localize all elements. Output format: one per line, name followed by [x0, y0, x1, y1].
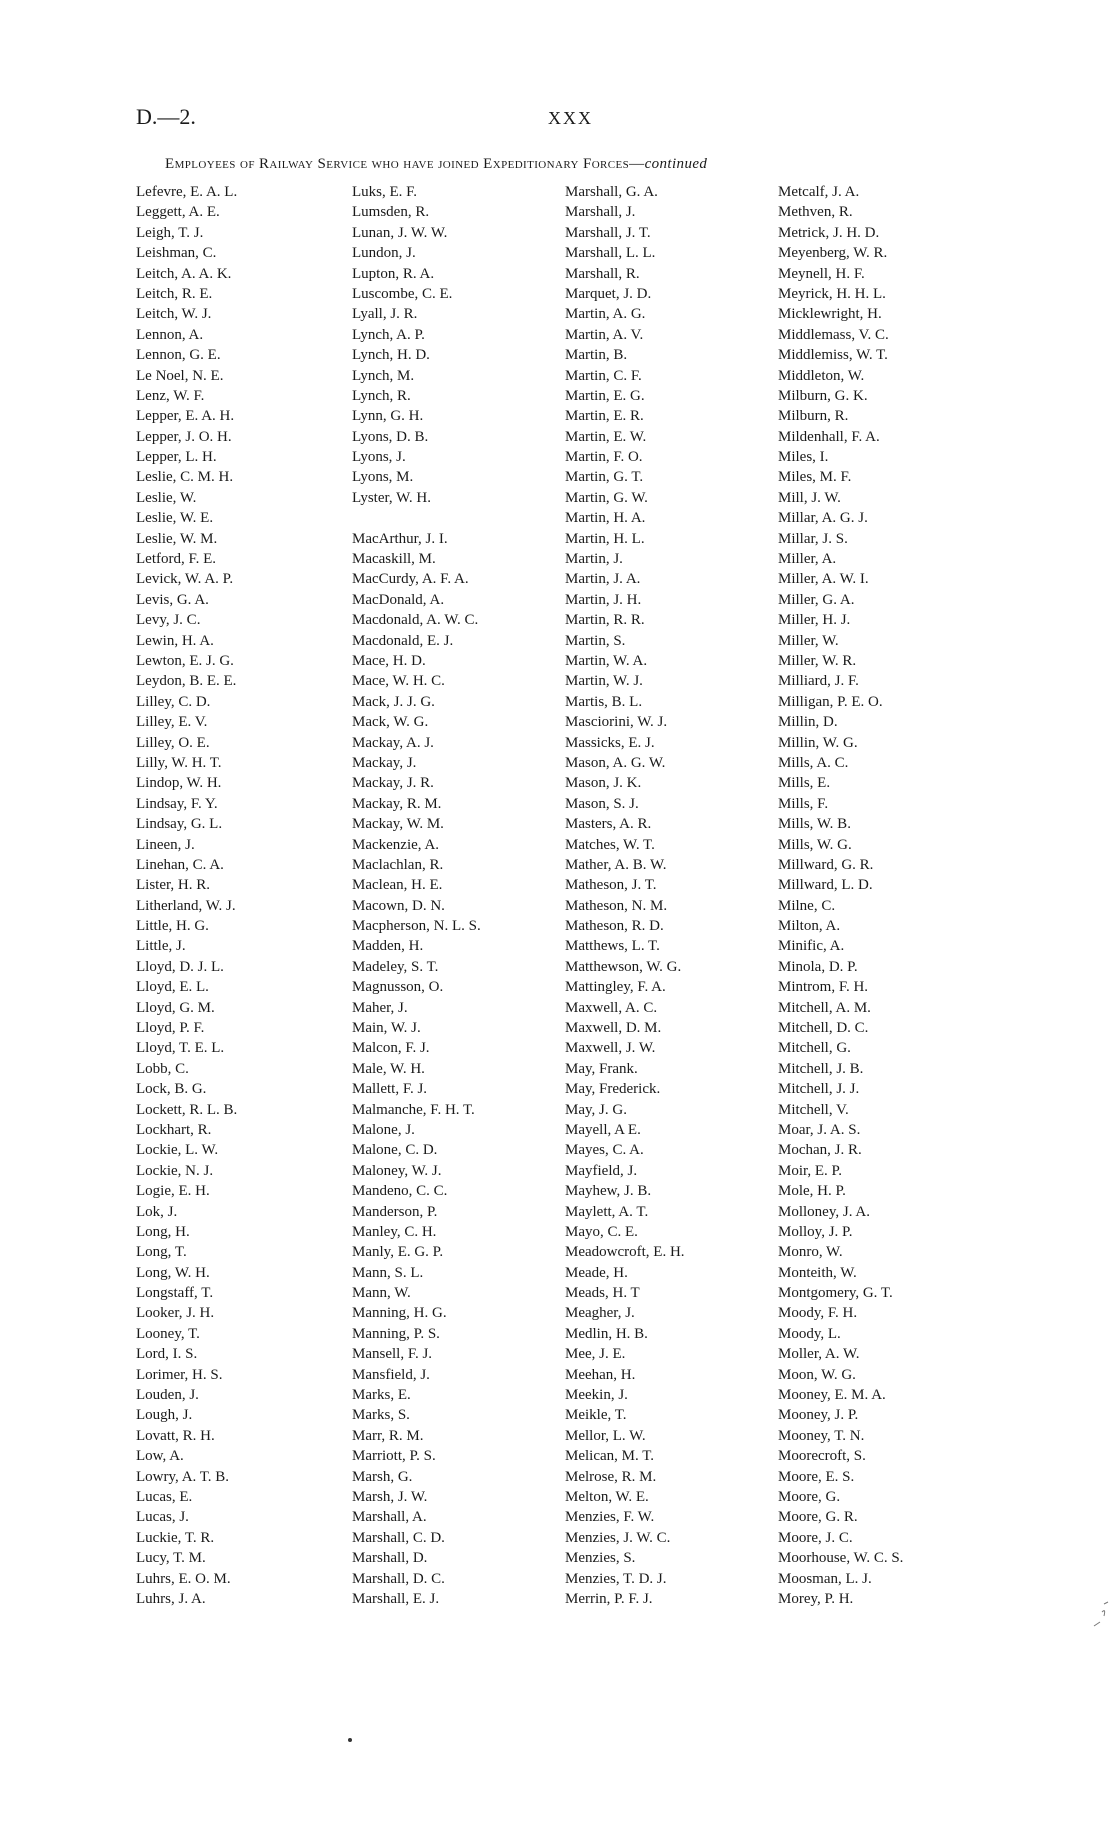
list-item: Linehan, C. A. [136, 856, 224, 873]
list-item: Martin, H. L. [565, 530, 645, 547]
list-item: Leslie, W. M. [136, 530, 218, 547]
list-item: Lucas, J. [136, 1509, 189, 1526]
list-item: Mitchell, J. B. [778, 1060, 864, 1077]
list-item: Martin, F. O. [565, 449, 643, 466]
list-item: Lloyd, G. M. [136, 999, 215, 1016]
list-item [352, 508, 562, 528]
list-item: Lepper, L. H. [136, 449, 217, 466]
list-item: Martin, J. A. [565, 571, 641, 588]
list-item: Lindsay, F. Y. [136, 795, 218, 812]
list-item: Madden, H. [352, 938, 424, 955]
list-item: Milburn, R. [778, 408, 849, 425]
list-item: MacCurdy, A. F. A. [352, 571, 469, 588]
name-column-4 [778, 182, 988, 1609]
list-item: Long, T. [136, 1244, 187, 1261]
list-item: Lockie, N. J. [136, 1162, 214, 1179]
list-item: Leslie, C. M. H. [136, 469, 234, 486]
list-item: Macown, D. N. [352, 897, 445, 914]
list-item: Mackenzie, A. [352, 836, 440, 853]
list-item: Mayo, C. E. [565, 1223, 638, 1240]
list-item: Maxwell, A. C. [565, 999, 658, 1016]
list-item: Morey, P. H. [778, 1590, 854, 1607]
list-item: Matthews, L. T. [565, 938, 660, 955]
list-item: Middlemass, V. C. [778, 326, 889, 343]
list-item: Mack, W. G. [352, 714, 429, 731]
list-item: Mills, W. G. [778, 836, 852, 853]
list-item: Lumsden, R. [352, 204, 430, 221]
list-item: Lovatt, R. H. [136, 1427, 215, 1444]
list-item: Matthewson, W. G. [565, 958, 682, 975]
list-item: Mallett, F. J. [352, 1081, 428, 1098]
list-item: Martin, G. T. [565, 469, 644, 486]
list-item: Leishman, C. [136, 245, 217, 262]
list-item: Manderson, P. [352, 1203, 438, 1220]
list-item: Lorimer, H. S. [136, 1366, 223, 1383]
list-item: Leslie, W. [136, 489, 197, 506]
list-item: Mooney, E. M. A. [778, 1387, 886, 1404]
list-item: Lyster, W. H. [352, 489, 431, 506]
list-item: Marr, R. M. [352, 1427, 424, 1444]
list-item: Methven, R. [778, 204, 853, 221]
list-item: Mintrom, F. H. [778, 979, 869, 996]
list-item: Leigh, T. J. [136, 224, 204, 241]
list-item: Moore, J. C. [778, 1529, 853, 1546]
list-item: Mills, F. [778, 795, 829, 812]
list-item: Lennon, G. E. [136, 347, 221, 364]
list-item: Millar, J. S. [778, 530, 848, 547]
list-item: Marquet, J. D. [565, 285, 652, 302]
list-item: Lockett, R. L. B. [136, 1101, 238, 1118]
name-column-2 [352, 182, 562, 1609]
list-item: MacDonald, A. [352, 591, 445, 608]
list-item: Lineen, J. [136, 836, 195, 853]
list-item: Mather, A. B. W. [565, 856, 667, 873]
list-item: Lister, H. R. [136, 877, 210, 894]
list-item: Meynell, H. F. [778, 265, 865, 282]
list-item: Maclean, H. E. [352, 877, 443, 894]
list-item: Lock, B. G. [136, 1081, 207, 1098]
list-item: Moar, J. A. S. [778, 1121, 861, 1138]
list-item: Martin, H. A. [565, 510, 646, 527]
list-item: Lloyd, T. E. L. [136, 1040, 225, 1057]
list-item: Mayell, A E. [565, 1121, 641, 1138]
list-item: Lewin, H. A. [136, 632, 214, 649]
list-item: Montgomery, G. T. [778, 1285, 893, 1302]
list-item: Malcon, F. J. [352, 1040, 430, 1057]
list-item: Moody, F. H. [778, 1305, 858, 1322]
list-item: Mace, H. D. [352, 652, 426, 669]
list-item: Martin, S. [565, 632, 626, 649]
list-item: MacArthur, J. I. [352, 530, 448, 547]
list-item: Lepper, E. A. H. [136, 408, 235, 425]
list-item: Meekin, J. [565, 1387, 628, 1404]
list-item: Lockie, L. W. [136, 1142, 219, 1159]
list-item: Maher, J. [352, 999, 408, 1016]
list-item: Miller, A. [778, 551, 837, 568]
list-item: Marshall, C. D. [352, 1529, 445, 1546]
list-item: Mason, J. K. [565, 775, 642, 792]
list-item: Milligan, P. E. O. [778, 693, 883, 710]
list-item: Mandeno, C. C. [352, 1183, 448, 1200]
list-item: Magnusson, O. [352, 979, 444, 996]
list-item: Little, J. [136, 938, 186, 955]
list-item: Mitchell, J. J. [778, 1081, 860, 1098]
list-item: Milliard, J. F. [778, 673, 859, 690]
list-item: Mills, W. B. [778, 816, 851, 833]
list-item: Millward, G. R. [778, 856, 874, 873]
list-item: Moon, W. G. [778, 1366, 856, 1383]
list-item: Little, H. G. [136, 918, 209, 935]
list-item: Meehan, H. [565, 1366, 636, 1383]
list-item: Miles, I. [778, 449, 829, 466]
list-item: Mooney, J. P. [778, 1407, 859, 1424]
list-item: Lyons, J. [352, 449, 406, 466]
list-item: Mayfield, J. [565, 1162, 638, 1179]
list-item: Manning, H. G. [352, 1305, 447, 1322]
list-item: Marshall, D. [352, 1550, 428, 1567]
list-item: Lilley, C. D. [136, 693, 211, 710]
list-item: Lynch, M. [352, 367, 415, 384]
list-item: Mack, J. J. G. [352, 693, 435, 710]
list-item: Leitch, W. J. [136, 306, 212, 323]
list-item: Macaskill, M. [352, 551, 436, 568]
list-item: Lefevre, E. A. L. [136, 184, 238, 200]
list-item: Manly, E. G. P. [352, 1244, 444, 1261]
list-item: Lobb, C. [136, 1060, 189, 1077]
list-item: Martis, B. L. [565, 693, 643, 710]
list-item: Malone, J. [352, 1121, 415, 1138]
list-item: Lilley, O. E. [136, 734, 210, 751]
list-item: Lynch, H. D. [352, 347, 430, 364]
list-item: Martin, E. W. [565, 428, 647, 445]
list-item: Madeley, S. T. [352, 958, 439, 975]
list-item: Lucy, T. M. [136, 1550, 206, 1567]
list-item: Matches, W. T. [565, 836, 655, 853]
list-item: Milne, C. [778, 897, 836, 914]
list-item: Mansell, F. J. [352, 1346, 433, 1363]
list-item: Masciorini, W. J. [565, 714, 668, 731]
list-item: Lepper, J. O. H. [136, 428, 232, 445]
list-item: Long, W. H. [136, 1264, 210, 1281]
list-item: Marshall, E. J. [352, 1590, 440, 1607]
list-item: Lloyd, D. J. L. [136, 958, 224, 975]
list-item: Letford, F. E. [136, 551, 217, 568]
list-item: Luks, E. F. [352, 184, 418, 200]
list-item: Marsh, G. [352, 1468, 413, 1485]
list-item: Mitchell, G. [778, 1040, 851, 1057]
list-item: Martin, J. H. [565, 591, 642, 608]
list-item: Maloney, W. J. [352, 1162, 442, 1179]
list-item: Mackay, W. M. [352, 816, 444, 833]
list-item: Mills, A. C. [778, 754, 849, 771]
list-item: Lloyd, P. F. [136, 1020, 205, 1037]
list-item: Marshall, J. T. [565, 224, 651, 241]
list-item: Marriott, P. S. [352, 1448, 436, 1465]
list-item: Metcalf, J. A. [778, 184, 860, 200]
list-item: Millward, L. D. [778, 877, 873, 894]
list-item: Lyons, D. B. [352, 428, 429, 445]
list-item: Manning, P. S. [352, 1325, 440, 1342]
list-item: Mayhew, J. B. [565, 1183, 652, 1200]
list-item: Lunan, J. W. W. [352, 224, 448, 241]
list-item: Miller, A. W. I. [778, 571, 869, 588]
list-item: Mann, S. L. [352, 1264, 424, 1281]
list-item: Meagher, J. [565, 1305, 635, 1322]
list-item: Mackay, J. [352, 754, 417, 771]
list-item: Macpherson, N. L. S. [352, 918, 481, 935]
list-item: Mochan, J. R. [778, 1142, 862, 1159]
list-item: Martin, W. A. [565, 652, 648, 669]
list-item: Miller, W. R. [778, 652, 857, 669]
list-item: Martin, E. G. [565, 387, 645, 404]
list-item: Mackay, R. M. [352, 795, 442, 812]
list-item: Menzies, F. W. [565, 1509, 655, 1526]
list-item: Moore, E. S. [778, 1468, 855, 1485]
list-item: Meads, H. T [565, 1285, 640, 1302]
list-item: Mitchell, A. M. [778, 999, 871, 1016]
name-column-3 [565, 182, 775, 1609]
list-item: Marshall, D. C. [352, 1570, 445, 1587]
list-item: Mellor, L. W. [565, 1427, 646, 1444]
list-item: Masters, A. R. [565, 816, 652, 833]
list-item: Micklewright, H. [778, 306, 882, 323]
list-item: Mackay, A. J. [352, 734, 434, 751]
list-item: Lynn, G. H. [352, 408, 424, 425]
list-item: Leydon, B. E. E. [136, 673, 237, 690]
list-item: Lok, J. [136, 1203, 178, 1220]
list-item: Lloyd, E. L. [136, 979, 209, 996]
list-item: Meyenberg, W. R. [778, 245, 888, 262]
list-item: Mattingley, F. A. [565, 979, 666, 996]
list-item: Looker, J. H. [136, 1305, 215, 1322]
list-item: Massicks, E. J. [565, 734, 655, 751]
list-item: Middlemiss, W. T. [778, 347, 888, 364]
list-item: Marks, E. [352, 1387, 411, 1404]
list-heading-text: Employees of Railway Service who have joined Expeditionary Forces— [165, 156, 645, 172]
list-item: Leitch, R. E. [136, 285, 213, 302]
list-item: Moosman, L. J. [778, 1570, 872, 1587]
list-item: Moir, E. P. [778, 1162, 842, 1179]
list-item: Lindop, W. H. [136, 775, 222, 792]
list-item: Marshall, J. [565, 204, 636, 221]
list-item: Moller, A. W. [778, 1346, 860, 1363]
list-item: Medlin, H. B. [565, 1325, 648, 1342]
list-item: Mason, A. G. W. [565, 754, 666, 771]
list-item: Moore, G. [778, 1489, 841, 1505]
list-item: Moody, L. [778, 1325, 841, 1342]
list-item: Mitchell, V. [778, 1101, 849, 1118]
list-item: Longstaff, T. [136, 1285, 214, 1302]
list-item: Lord, I. S. [136, 1346, 198, 1363]
list-item: Levick, W. A. P. [136, 571, 234, 588]
list-item: Maxwell, J. W. [565, 1040, 656, 1057]
list-item: Marshall, G. A. [565, 184, 658, 200]
list-item: Melican, M. T. [565, 1448, 655, 1465]
list-item: Marks, S. [352, 1407, 410, 1424]
list-item: Looney, T. [136, 1325, 200, 1342]
list-item: Moorhouse, W. C. S. [778, 1550, 904, 1567]
list-item: Metrick, J. H. D. [778, 224, 880, 241]
list-item: Macdonald, E. J. [352, 632, 454, 649]
list-item: Leitch, A. A. K. [136, 265, 232, 282]
list-item: Lowry, A. T. B. [136, 1468, 230, 1485]
list-item: Mildenhall, F. A. [778, 428, 880, 445]
list-item: Lewton, E. J. G. [136, 652, 234, 669]
list-item: Minific, A. [778, 938, 845, 955]
list-item: Lucas, E. [136, 1489, 193, 1505]
list-item: Logie, E. H. [136, 1183, 210, 1200]
list-item: Moore, G. R. [778, 1509, 858, 1526]
list-item: Millar, A. G. J. [778, 510, 868, 527]
list-item: Mansfield, J. [352, 1366, 430, 1383]
list-item: Martin, J. [565, 551, 623, 568]
list-item: Mackay, J. R. [352, 775, 434, 792]
list-item: Le Noel, N. E. [136, 367, 224, 384]
list-item: Lindsay, G. L. [136, 816, 223, 833]
list-item: Miller, G. A. [778, 591, 855, 608]
list-item: Middleton, W. [778, 367, 865, 384]
list-item: Minola, D. P. [778, 958, 858, 975]
list-item: Meyrick, H. H. L. [778, 285, 886, 302]
list-item: Melrose, R. M. [565, 1468, 657, 1485]
list-item: Luhrs, J. A. [136, 1590, 206, 1607]
list-item: Millin, D. [778, 714, 838, 731]
list-item: Millin, W. G. [778, 734, 858, 751]
list-item: Meadowcroft, E. H. [565, 1244, 685, 1261]
margin-mark [1090, 1600, 1112, 1630]
list-item: Matheson, R. D. [565, 918, 664, 935]
list-item: Martin, C. F. [565, 367, 642, 384]
list-item: Maylett, A. T. [565, 1203, 649, 1220]
list-item: Long, H. [136, 1223, 190, 1240]
list-item: Levy, J. C. [136, 612, 201, 629]
list-item: Levis, G. A. [136, 591, 209, 608]
ink-speck [348, 1738, 352, 1742]
list-item: Mayes, C. A. [565, 1142, 644, 1159]
list-heading-continued: continued [644, 156, 708, 172]
list-item: Mill, J. W. [778, 489, 841, 506]
list-item: Maclachlan, R. [352, 856, 444, 873]
list-item: Menzies, T. D. J. [565, 1570, 667, 1587]
list-item: Luscombe, C. E. [352, 285, 453, 302]
list-item: Matheson, N. M. [565, 897, 668, 914]
list-item: Louden, J. [136, 1387, 199, 1404]
list-item: Matheson, J. T. [565, 877, 657, 894]
list-item: Lilly, W. H. T. [136, 754, 222, 771]
list-item: Main, W. J. [352, 1020, 421, 1037]
list-item: Litherland, W. J. [136, 897, 236, 914]
list-item: Lundon, J. [352, 245, 416, 262]
list-item: Luhrs, E. O. M. [136, 1570, 231, 1587]
list-item: Martin, E. R. [565, 408, 644, 425]
list-item: Martin, B. [565, 347, 628, 364]
list-item: Leggett, A. E. [136, 204, 220, 221]
list-item: Lyons, M. [352, 469, 414, 486]
page-number: XXX [548, 108, 593, 128]
list-item: Melton, W. E. [565, 1489, 649, 1505]
list-item: Malone, C. D. [352, 1142, 438, 1159]
list-item: Menzies, S. [565, 1550, 636, 1567]
list-item: Mooney, T. N. [778, 1427, 865, 1444]
list-item: Lyall, J. R. [352, 306, 418, 323]
list-item: Meikle, T. [565, 1407, 627, 1424]
list-item: Molloy, J. P. [778, 1223, 853, 1240]
list-item: Miles, M. F. [778, 469, 852, 486]
list-item: Malmanche, F. H. T. [352, 1101, 475, 1118]
list-item: Male, W. H. [352, 1060, 425, 1077]
list-item: May, Frank. [565, 1060, 638, 1077]
list-item: Menzies, J. W. C. [565, 1529, 671, 1546]
list-item: Low, A. [136, 1448, 184, 1465]
name-column-1 [136, 182, 346, 1609]
list-item: Mitchell, D. C. [778, 1020, 869, 1037]
list-item: Martin, W. J. [565, 673, 643, 690]
list-item: Lockhart, R. [136, 1121, 212, 1138]
list-item: Macdonald, A. W. C. [352, 612, 479, 629]
list-item: Martin, A. G. [565, 306, 646, 323]
list-item: Monro, W. [778, 1244, 843, 1261]
list-item: Milton, A. [778, 918, 841, 935]
list-item: Mason, S. J. [565, 795, 639, 812]
list-item: Lupton, R. A. [352, 265, 435, 282]
list-item: Moorecroft, S. [778, 1448, 866, 1465]
list-item: Monteith, W. [778, 1264, 857, 1281]
list-item: Lough, J. [136, 1407, 193, 1424]
list-item: May, Frederick. [565, 1081, 661, 1098]
list-item: Marshall, R. [565, 265, 640, 282]
list-item: Mann, W. [352, 1285, 411, 1302]
list-item: Mace, W. H. C. [352, 673, 445, 690]
list-item: Lenz, W. F. [136, 387, 205, 404]
list-item: Marshall, A. [352, 1509, 427, 1526]
list-item: Martin, R. R. [565, 612, 645, 629]
list-item: May, J. G. [565, 1101, 627, 1118]
list-item: Merrin, P. F. J. [565, 1590, 653, 1607]
list-item: Marshall, L. L. [565, 245, 656, 262]
list-item: Lilley, E. V. [136, 714, 208, 731]
list-item: Mole, H. P. [778, 1183, 846, 1200]
list-item: Leslie, W. E. [136, 510, 214, 527]
list-item: Martin, G. W. [565, 489, 648, 506]
list-item: Lennon, A. [136, 326, 204, 343]
list-item: Maxwell, D. M. [565, 1020, 662, 1037]
document-reference: D.—2. [136, 104, 196, 129]
list-item: Miller, W. [778, 632, 839, 649]
list-item: Luckie, T. R. [136, 1529, 215, 1546]
list-item: Lynch, R. [352, 387, 411, 404]
list-item: Meade, H. [565, 1264, 628, 1281]
list-heading [165, 156, 955, 173]
list-item: Martin, A. V. [565, 326, 644, 343]
list-item: Mills, E. [778, 775, 831, 792]
list-item: Molloney, J. A. [778, 1203, 870, 1220]
list-item: Milburn, G. K. [778, 387, 868, 404]
list-item: Marsh, J. W. [352, 1489, 428, 1505]
list-item: Manley, C. H. [352, 1223, 437, 1240]
list-item: Mee, J. E. [565, 1346, 626, 1363]
list-item: Lynch, A. P. [352, 326, 425, 343]
list-item: Miller, H. J. [778, 612, 851, 629]
